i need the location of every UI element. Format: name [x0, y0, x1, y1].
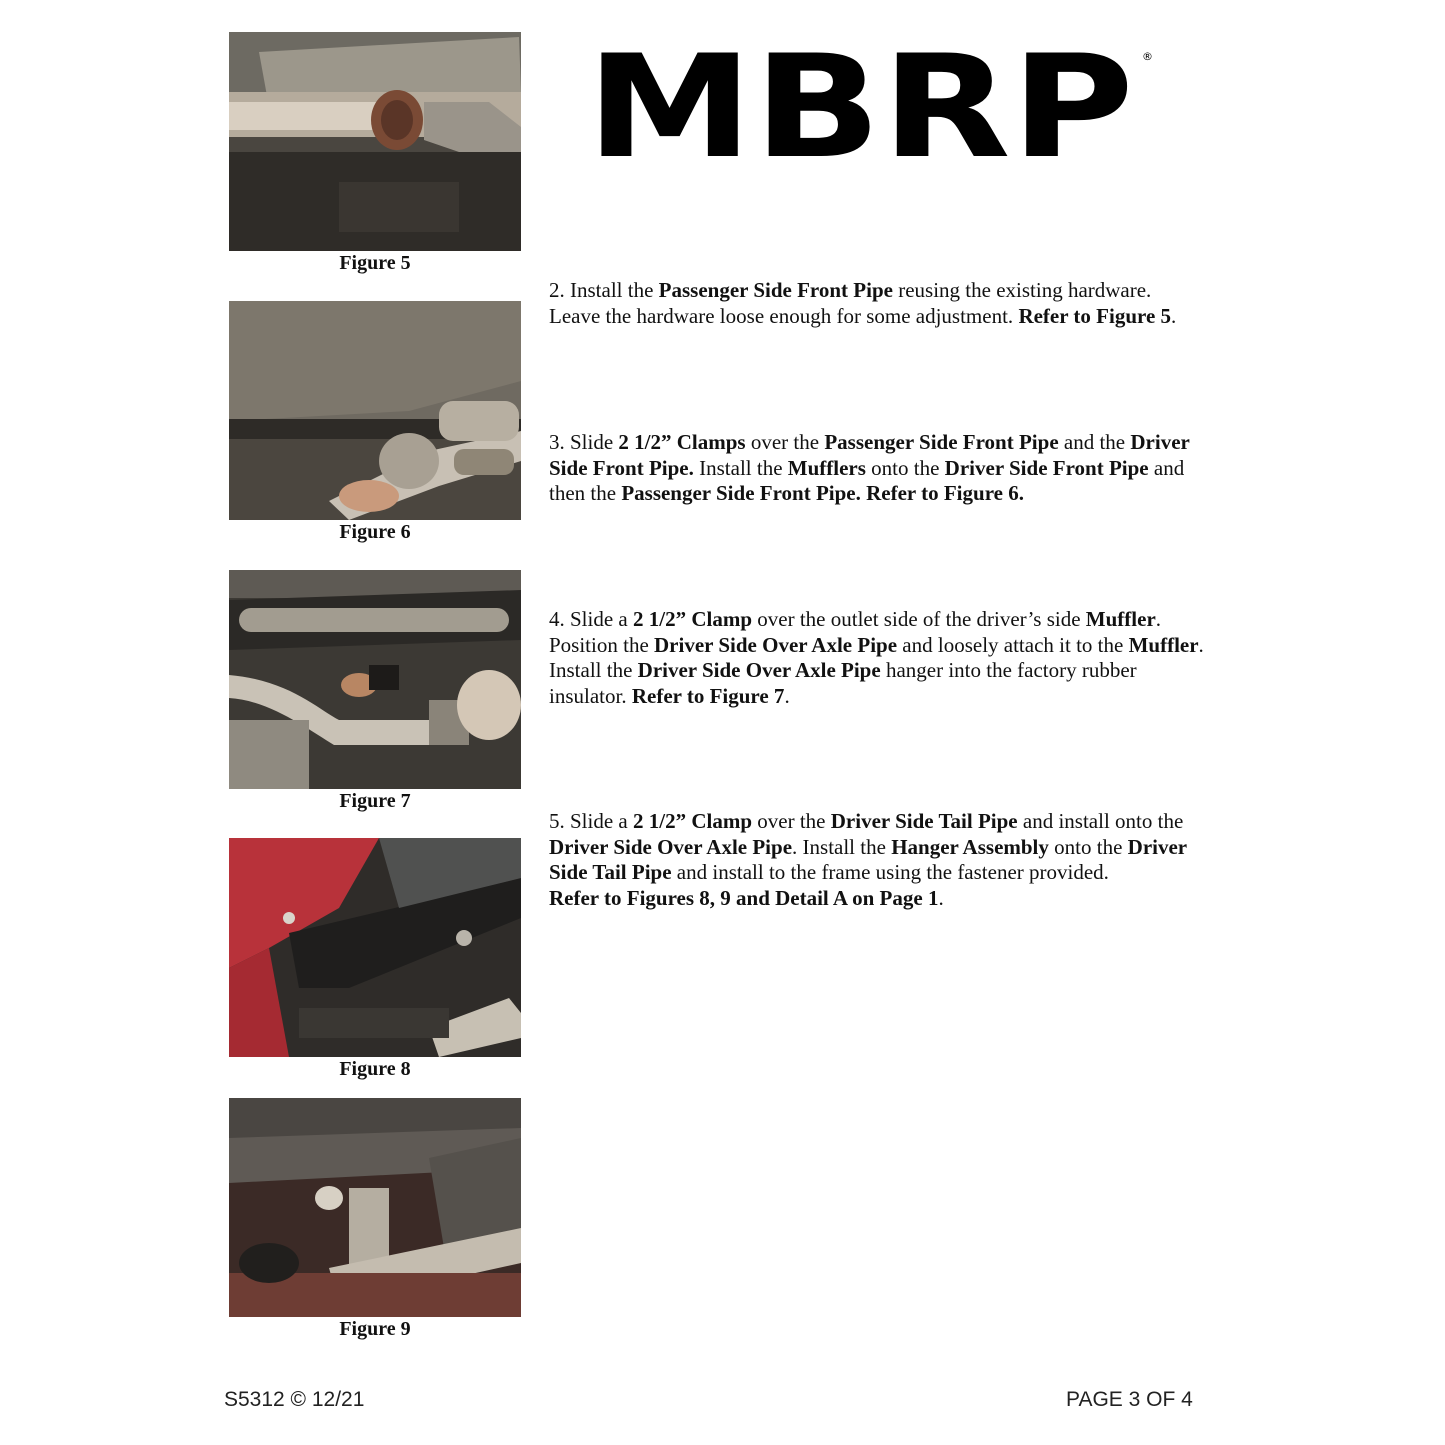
step-bold-text: Side Front Pipe.: [549, 455, 694, 480]
step-bold-text: 2 1/2” Clamp: [633, 809, 753, 833]
figure-9-caption: Figure 9: [339, 1318, 411, 1340]
step-bold-text: Driver Side Front Pipe: [944, 455, 1149, 480]
step-text-run: 3. Slide: [549, 430, 619, 454]
step-text-run: . Install the: [792, 834, 892, 859]
step-text-run: Position the: [549, 632, 655, 657]
figure-7-caption: Figure 7: [339, 790, 411, 812]
step-bold-text: Driver Side Over Axle Pipe: [637, 658, 881, 682]
step-text-run: .: [1155, 607, 1162, 631]
step-text-run: hanger into the factory rubber: [880, 658, 1137, 682]
step-bold-text: Passenger Side Front Pipe: [658, 278, 893, 302]
figure-8-photo: [229, 838, 521, 1057]
step-text-run: onto the: [865, 455, 945, 480]
step-bold-text: Refer to Figure 7: [631, 683, 785, 708]
step-text-run: .: [938, 885, 944, 910]
step-bold-text: Refer to Figures 8, 9 and Detail A on Page 1: [549, 885, 939, 910]
step-bold-text: Passenger Side Front Pipe. Refer to Figure 6.: [621, 481, 1024, 505]
logo-registered-mark: ®: [1142, 50, 1153, 63]
step-text-run: and: [1148, 455, 1185, 480]
step-5-text: [549, 809, 1249, 911]
step-4-text: [549, 607, 1249, 709]
step-bold-text: Driver: [1130, 430, 1190, 454]
step-bold-text: Passenger Side Front Pipe: [824, 430, 1059, 454]
step-bold-text: Driver: [1127, 834, 1188, 859]
figure-6-caption: Figure 6: [339, 521, 411, 543]
figure-8-caption: Figure 8: [339, 1058, 411, 1080]
step-bold-text: Driver Side Over Axle Pipe: [549, 834, 793, 859]
step-text-run: and install onto the: [1017, 809, 1184, 833]
step-text-run: 2. Install the: [549, 278, 659, 302]
step-bold-text: Hanger Assembly: [891, 834, 1049, 859]
step-text-run: reusing the existing hardware.: [892, 278, 1152, 302]
step-bold-text: 2 1/2” Clamp: [633, 607, 753, 631]
step-text-run: .: [1198, 632, 1204, 657]
figure-5-photo: [229, 32, 521, 251]
mbrp-logo: [586, 50, 1156, 162]
step-bold-text: Refer to Figure 5: [1018, 303, 1172, 328]
step-bold-text: 2 1/2” Clamps: [618, 430, 746, 454]
step-2-text: [549, 278, 1249, 329]
step-text-run: Install the: [693, 455, 788, 480]
step-text-run: 5. Slide a: [549, 809, 633, 833]
step-text-run: .: [1171, 303, 1177, 328]
step-text-run: 4. Slide a: [549, 607, 633, 631]
step-bold-text: Muffler: [1085, 607, 1156, 631]
figure-9-photo: [229, 1098, 521, 1317]
step-text-run: Leave the hardware loose enough for some adjustment.: [549, 303, 1019, 328]
step-bold-text: Mufflers: [787, 455, 866, 480]
footer-doc-code: S5312 © 12/21: [224, 1388, 365, 1411]
step-bold-text: Side Tail Pipe: [549, 860, 672, 884]
step-bold-text: Muffler: [1128, 632, 1199, 657]
step-text-run: .: [784, 683, 790, 708]
logo-text: MBRP: [586, 50, 1134, 162]
step-text-run: over the: [745, 430, 825, 454]
step-text-run: onto the: [1048, 834, 1128, 859]
figure-7-photo: [229, 570, 521, 789]
step-text-run: and the: [1058, 430, 1131, 454]
step-text-run: insulator.: [549, 683, 632, 708]
step-text-run: and loosely attach it to the: [897, 632, 1129, 657]
step-3-text: [549, 430, 1249, 507]
step-text-run: and install to the frame using the fastener provided.: [671, 860, 1109, 884]
footer-page-number: PAGE 3 OF 4: [1066, 1388, 1193, 1411]
step-text-run: over the outlet side of the driver’s side: [752, 607, 1086, 631]
step-text-run: then the: [549, 481, 622, 505]
figure-5-caption: Figure 5: [339, 252, 411, 274]
step-bold-text: Driver Side Over Axle Pipe: [654, 632, 898, 657]
step-bold-text: Driver Side Tail Pipe: [830, 809, 1018, 833]
step-text-run: Install the: [549, 658, 638, 682]
figure-6-photo: [229, 301, 521, 520]
step-text-run: over the: [752, 809, 831, 833]
